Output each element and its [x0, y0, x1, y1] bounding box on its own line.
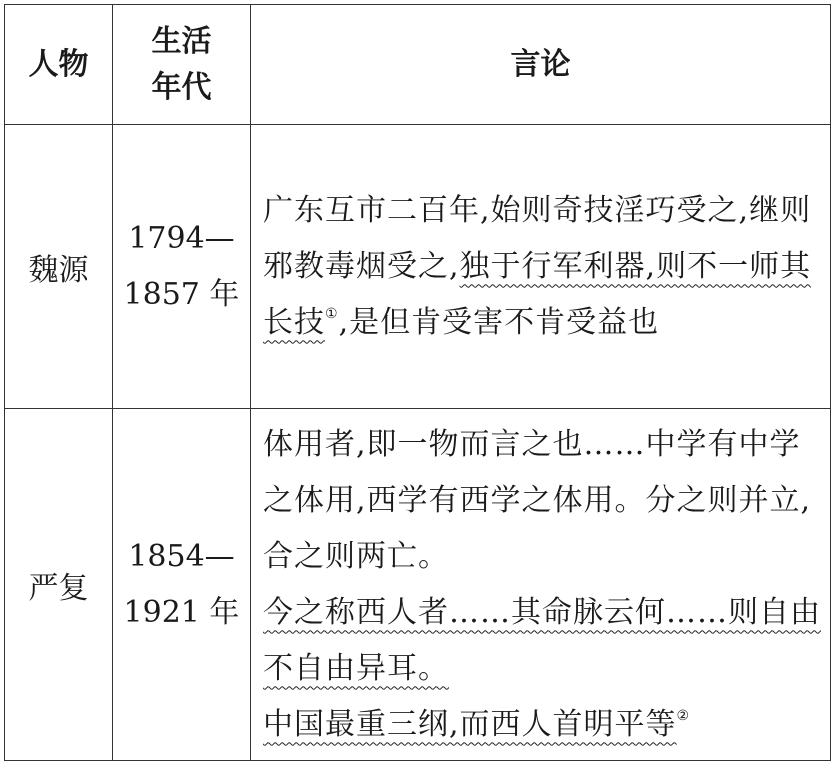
footnote-marker: ① — [325, 305, 339, 322]
table-row — [5, 125, 831, 409]
quote-text: 体用者,即一物而言之也……中学有中学之体用,西学有西学之体用。分之则并立,合之则两亡。 — [263, 426, 812, 574]
era-line2: 1921 年 — [123, 594, 240, 630]
quote-underlined-text: 今之称西人者……其命脉云何……则自由不自由异耳。 — [263, 594, 821, 686]
quote-text: ,是但肯受害不肯受益也 — [338, 304, 660, 340]
table-header-row — [5, 5, 831, 125]
era-line1: 1854— — [128, 538, 235, 574]
comparison-table — [4, 4, 831, 761]
header-era-line1: 生活 — [151, 23, 212, 59]
era-line1: 1794— — [128, 220, 235, 256]
era-cell — [113, 409, 251, 761]
footnote-marker: ② — [676, 707, 691, 724]
era-cell — [113, 125, 251, 409]
header-era-line2: 年代 — [151, 69, 212, 105]
header-quote: 言论 — [251, 5, 831, 125]
quote-cell — [251, 125, 831, 409]
quote-cell — [251, 409, 831, 761]
quote-underlined-text: 独于行军利器,则不一师其长技 — [263, 248, 812, 340]
header-person: 人物 — [5, 5, 113, 125]
header-era — [113, 5, 251, 125]
quote-text: 广东互市二百年,始则奇技淫巧受之,继则邪教毒烟受之, — [263, 192, 812, 284]
table-row — [5, 409, 831, 761]
era-line2: 1857 年 — [123, 276, 240, 312]
person-cell: 严复 — [5, 409, 113, 761]
quote-underlined-text: 中国最重三纲,而西人首明平等 — [263, 706, 677, 742]
person-cell: 魏源 — [5, 125, 113, 409]
